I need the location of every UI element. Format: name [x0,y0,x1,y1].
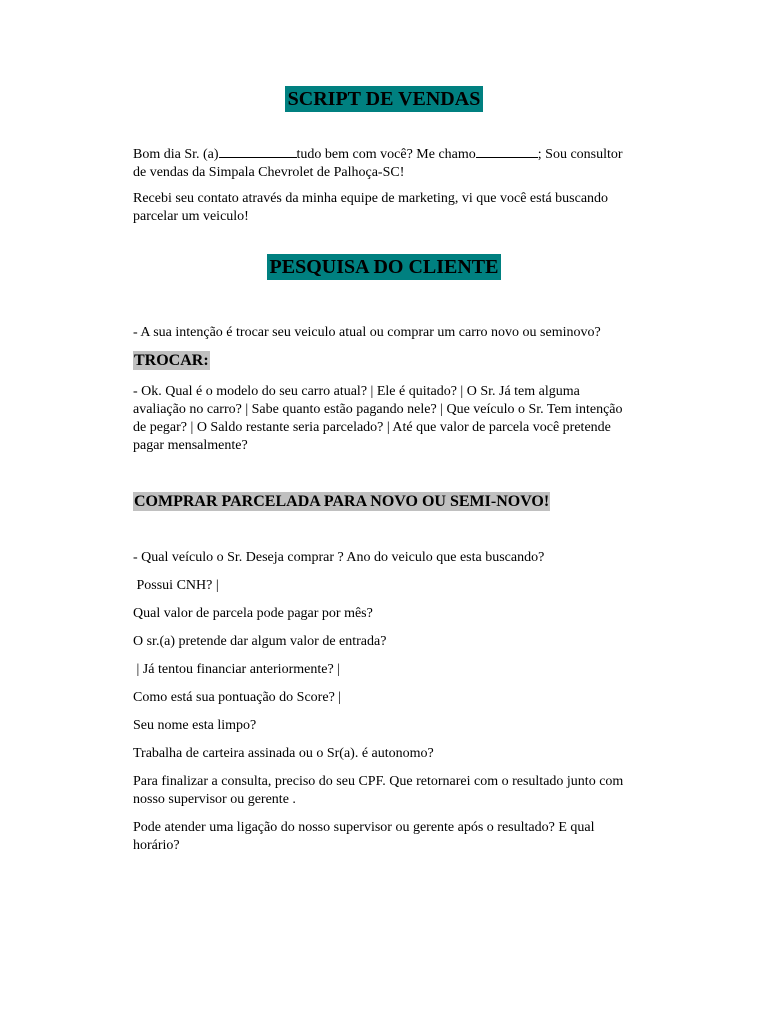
contact-line-1: Recebi seu contato através da minha equipe de marketing, vi que você está buscando [133,191,609,206]
buy-question-9-line-2: nosso supervisor ou gerente . [133,792,296,807]
document-title-text: SCRIPT DE VENDAS [285,86,484,112]
trade-line-1: - Ok. Qual é o modelo do seu carro atual? | Ele é quitado? | O Sr. Já tem alguma [133,384,580,399]
trade-heading-text: TROCAR: [134,352,209,369]
buy-question-3-text: Qual valor de parcela pode pagar por mês? [133,606,373,621]
intro-contact [133,190,643,226]
buy-question-8-text: Trabalha de carteira assinada ou o Sr(a). é autonomo? [133,746,434,761]
buy-question-6 [133,689,643,707]
buy-question-2 [133,577,643,595]
document-title [0,86,768,112]
buy-question-5 [133,661,643,679]
trade-line-2: avaliação no carro? | Sabe quanto estão pagando nele? | Que veículo o Sr. Tem intenção [133,402,623,417]
buy-question-7 [133,717,643,735]
greeting-part-b: tudo bem com você? Me chamo [296,147,476,162]
buy-question-6-text: Como está sua pontuação do Score? | [133,690,342,705]
greeting-line-2: de vendas da Simpala Chevrolet de Palhoça-SC! [133,165,405,180]
buy-question-1-text: - Qual veículo o Sr. Deseja comprar ? Ano do veiculo que esta buscando? [133,550,545,565]
trade-questions [133,383,643,455]
buy-question-10 [133,819,643,855]
buy-question-10-line-2: horário? [133,838,180,853]
section-client-heading [0,254,768,280]
buy-question-9 [133,773,643,809]
buy-question-10-line-1: Pode atender uma ligação do nosso supervisor ou gerente após o resultado? E qual [133,820,595,835]
trade-line-4: pagar mensalmente? [133,438,248,453]
client-name-blank [219,145,297,158]
greeting-part-c: ; Sou consultor [537,147,623,162]
buy-question-8 [133,745,643,763]
greeting-part-a: Bom dia Sr. (a) [133,147,219,162]
buy-heading [133,492,550,512]
question-intent [133,324,643,342]
trade-heading [133,351,210,371]
buy-question-5-text: | Já tentou financiar anteriormente? | [133,662,340,677]
buy-heading-text: COMPRAR PARCELADA PARA NOVO OU SEMI-NOVO! [134,493,550,510]
buy-question-1 [133,549,643,567]
consultant-name-blank [476,145,538,158]
buy-question-4 [133,633,643,651]
buy-question-4-text: O sr.(a) pretende dar algum valor de entrada? [133,634,387,649]
section-client-heading-text: PESQUISA DO CLIENTE [267,254,502,280]
buy-question-3 [133,605,643,623]
contact-line-2: parcelar um veiculo! [133,209,249,224]
intro-greeting [133,145,643,182]
buy-question-9-line-1: Para finalizar a consulta, preciso do seu CPF. Que retornarei com o resultado junto com [133,774,624,789]
trade-line-3: de pegar? | O Saldo restante seria parcelado? | Até que valor de parcela você pretende [133,420,611,435]
buy-question-7-text: Seu nome esta limpo? [133,718,257,733]
buy-question-2-text: Possui CNH? | [133,578,219,593]
question-intent-text: - A sua intenção é trocar seu veiculo atual ou comprar um carro novo ou seminovo? [133,325,601,340]
